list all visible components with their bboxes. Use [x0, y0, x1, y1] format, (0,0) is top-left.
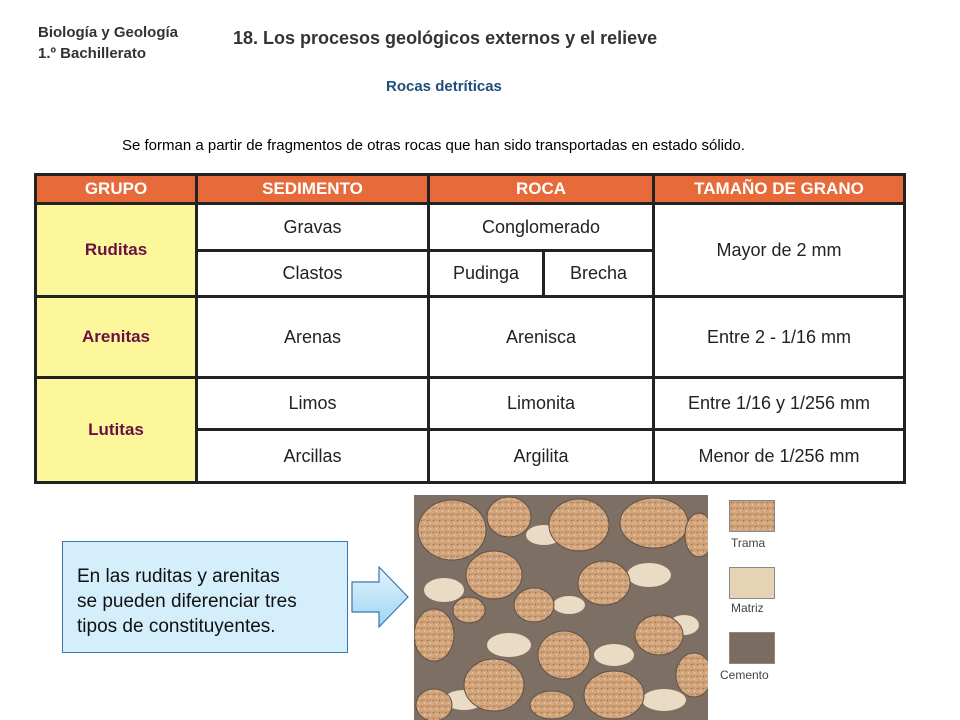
- header-grupo: GRUPO: [36, 175, 197, 204]
- legend-label-cemento: Cemento: [720, 668, 769, 682]
- rock-limonita: Limonita: [429, 377, 654, 430]
- legend-label-trama: Trama: [731, 536, 766, 550]
- group-arenitas: Arenitas: [36, 297, 197, 378]
- rock-texture-illustration: [414, 495, 708, 720]
- size-limos: Entre 1/16 y 1/256 mm: [654, 377, 905, 430]
- info-callout: [62, 541, 348, 653]
- size-arenitas: Entre 2 - 1/16 mm: [654, 297, 905, 378]
- section-subtitle: Rocas detríticas: [386, 78, 502, 95]
- group-lutitas: Lutitas: [36, 377, 197, 482]
- sediment-arcillas: Arcillas: [197, 430, 429, 483]
- table-header-row: [36, 175, 905, 204]
- course-level: 1.º Bachillerato: [38, 45, 147, 62]
- size-ruditas: Mayor de 2 mm: [654, 204, 905, 297]
- right-arrow-icon: [351, 566, 411, 628]
- table-row: [36, 377, 905, 430]
- rock-argilita: Argilita: [429, 430, 654, 483]
- rock-classification-table: [34, 173, 906, 484]
- course-label: [38, 22, 178, 64]
- sediment-clastos: Clastos: [197, 250, 429, 296]
- header-tamano: TAMAÑO DE GRANO: [654, 175, 905, 204]
- sediment-arenas: Arenas: [197, 297, 429, 378]
- header-roca: ROCA: [429, 175, 654, 204]
- rock-pudinga: Pudinga: [429, 250, 544, 296]
- callout-line: tipos de constituyentes.: [77, 616, 276, 637]
- page-title: 18. Los procesos geológicos externos y el relieve: [233, 28, 658, 48]
- group-ruditas: Ruditas: [36, 204, 197, 297]
- sediment-gravas: Gravas: [197, 204, 429, 250]
- legend-swatch-cemento: [729, 632, 775, 664]
- legend-label-matriz: Matriz: [731, 601, 764, 615]
- legend-swatch-matriz: [729, 567, 775, 599]
- sediment-limos: Limos: [197, 377, 429, 430]
- header-sedimento: SEDIMENTO: [197, 175, 429, 204]
- rock-arenisca: Arenisca: [429, 297, 654, 378]
- intro-text: Se forman a partir de fragmentos de otras rocas que han sido transportadas en estado sólido.: [122, 137, 745, 154]
- legend-swatch-trama: [729, 500, 775, 532]
- table-row: [36, 297, 905, 378]
- rock-brecha: Brecha: [544, 250, 654, 296]
- callout-line: En las ruditas y arenitas: [77, 566, 280, 587]
- table-row: [36, 204, 905, 250]
- rock-conglomerado: Conglomerado: [429, 204, 654, 250]
- course-subject: Biología y Geología: [38, 24, 179, 41]
- callout-line: se pueden diferenciar tres: [77, 591, 297, 612]
- size-arcillas: Menor de 1/256 mm: [654, 430, 905, 483]
